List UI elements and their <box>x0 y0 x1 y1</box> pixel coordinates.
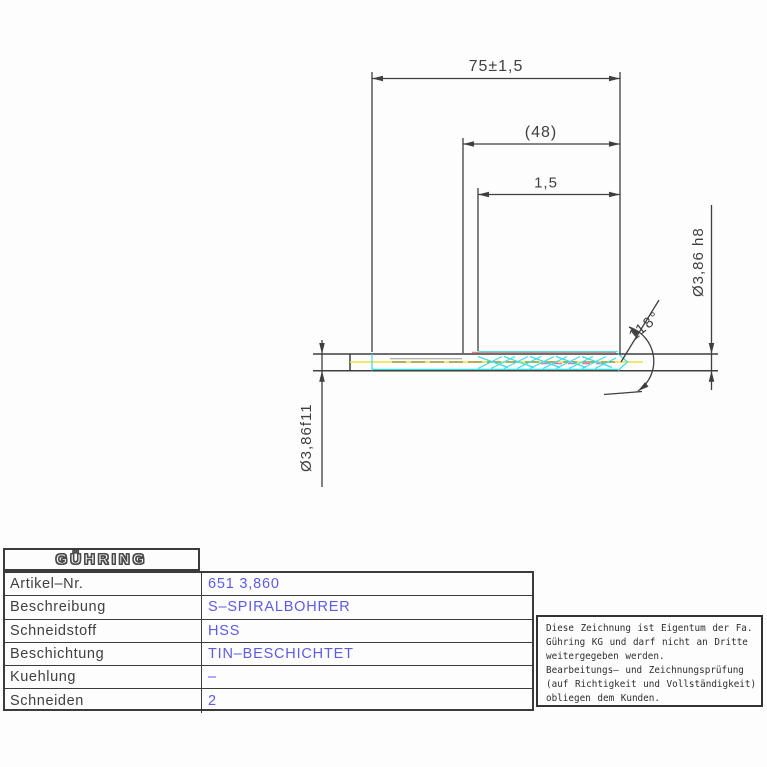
row-value: HSS <box>208 622 241 639</box>
note-line: weitergegeben werden. <box>546 650 665 662</box>
dim-point-angle-label: 118° <box>625 307 665 345</box>
note-line: obliegen dem Kunden. <box>546 692 660 704</box>
row-value: 2 <box>208 693 217 710</box>
table-row-beschichtung <box>5 643 532 666</box>
row-label: Beschichtung <box>5 643 202 665</box>
row-label: Schneiden <box>5 689 202 712</box>
dim-point-length-label: 1,5 <box>534 174 558 192</box>
table-row-artikel-nr <box>5 573 532 596</box>
note-line: Diese Zeichnung ist Eigentum der Fa. <box>546 623 753 634</box>
guehring-logo: GÜHRING <box>55 551 148 568</box>
table-row-beschreibung <box>5 596 532 619</box>
dim-total-length-label: 75±1,5 <box>468 58 524 75</box>
spec-table <box>3 571 534 711</box>
row-value: – <box>208 669 217 686</box>
note-line: Gühring KG und darf nicht an Dritte <box>546 636 748 648</box>
dim-diameter-right-label: Ø3,86 h8 <box>690 227 707 297</box>
dimension-lines <box>319 76 714 487</box>
row-label: Schneidstoff <box>5 620 202 642</box>
row-value: TIN–BESCHICHTET <box>208 646 354 663</box>
note-line: Bearbeitungs– und Zeichnungsprüfung <box>546 664 744 676</box>
row-label: Beschreibung <box>5 596 202 618</box>
table-row-kuehlung <box>5 666 532 689</box>
row-label: Artikel–Nr. <box>5 573 202 595</box>
row-label: Kuehlung <box>5 666 202 688</box>
dim-diameter-left-label: Ø3,86f11 <box>298 403 315 472</box>
ownership-note-box <box>536 615 763 707</box>
row-value: 651 3,860 <box>208 576 280 593</box>
table-row-schneiden <box>5 689 532 712</box>
table-row-schneidstoff <box>5 620 532 643</box>
extension-lines <box>372 72 620 356</box>
row-value: S–SPIRALBOHRER <box>208 599 351 616</box>
dim-flute-length-label: (48) <box>524 124 558 141</box>
note-line: (auf Richtigkeit und Vollständigkeit) <box>546 678 757 690</box>
manufacturer-logo-cell <box>3 548 200 571</box>
